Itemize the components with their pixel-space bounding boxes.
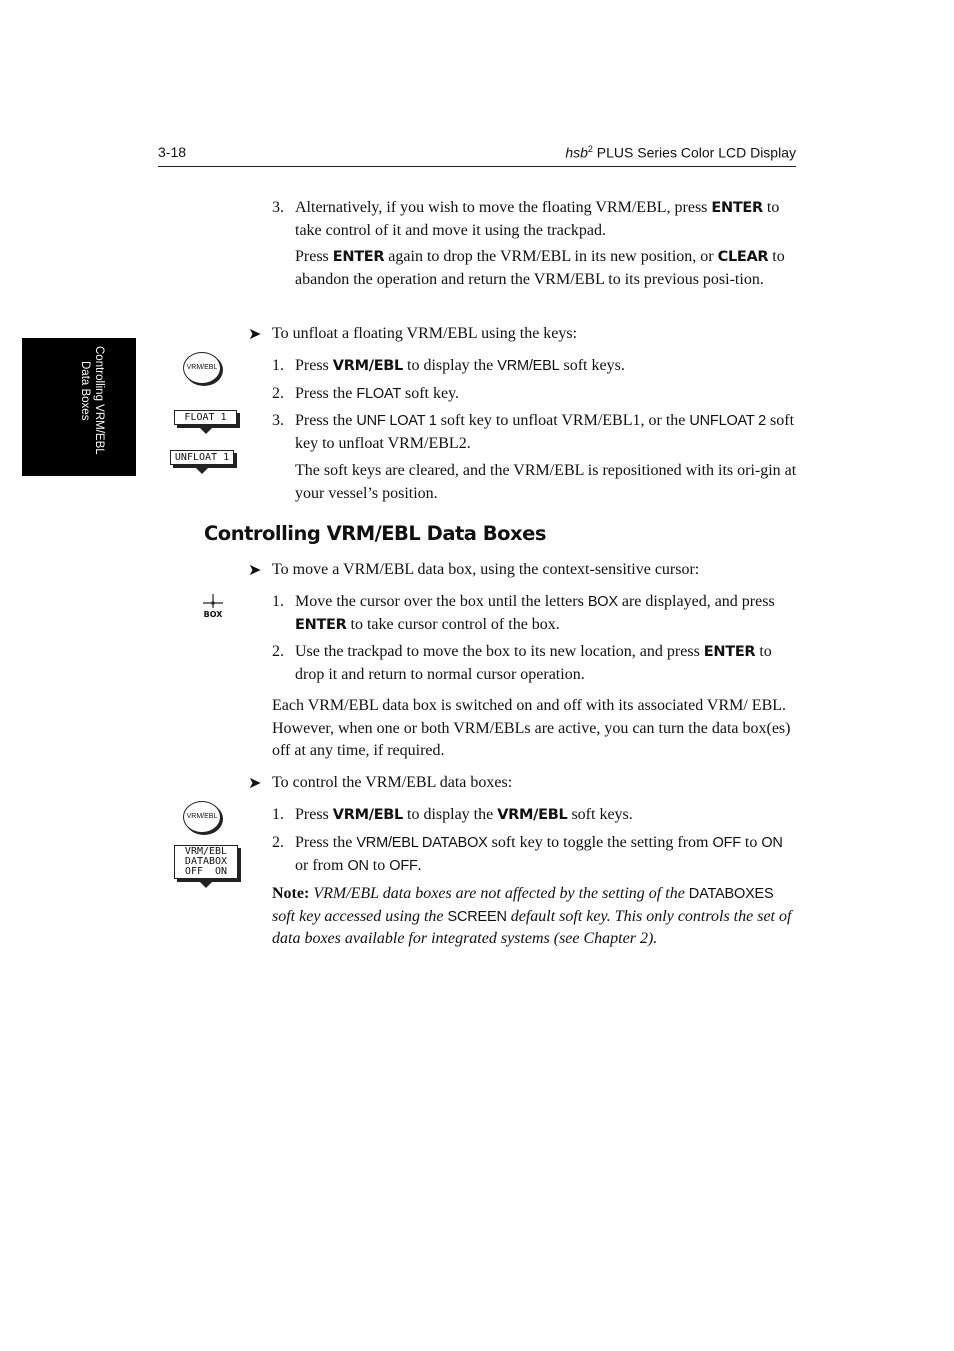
unfloat-step-1: Press VRM/EBL to display the VRM/EBL soft keys. — [295, 357, 625, 374]
running-header — [565, 144, 796, 161]
step3-paragraph: Press ENTER again to drop the VRM/EBL in its new position, or CLEAR to abandon the operation and return the VRM/EBL to its previous posi-tion. — [295, 248, 785, 288]
unfloat-softkey-icon: UNFLOAT 1 — [170, 450, 234, 474]
unfloat-result: The soft keys are cleared, and the VRM/EBL is repositioned with its ori-gin at your vessel’s position. — [295, 462, 797, 502]
databox-softkey-icon: VRM/EBL DATABOX OFF ON — [174, 845, 238, 888]
bullet-arrow-icon: ➤ — [248, 773, 262, 792]
step-number: 1. — [272, 593, 284, 610]
bullet-arrow-icon: ➤ — [248, 324, 262, 343]
unfloat-intro: To unfloat a floating VRM/EBL using the keys: — [272, 325, 578, 342]
vrm-ebl-key: VRM/EBL — [332, 358, 403, 374]
step-number: 2. — [272, 643, 284, 660]
section-heading: Controlling VRM/EBL Data Boxes — [204, 522, 546, 545]
bullet-arrow-icon: ➤ — [248, 560, 262, 579]
move-intro: To move a VRM/EBL data box, using the context-sensitive cursor: — [272, 561, 700, 578]
enter-key: ENTER — [711, 200, 763, 216]
move-step-1: Move the cursor over the box until the letters BOX are displayed, and press ENTER to take cursor control of the box. — [295, 593, 775, 633]
box-cursor-icon — [198, 592, 228, 622]
move-step-2: Use the trackpad to move the box to its new location, and press ENTER to drop it and return to normal cursor operation. — [295, 643, 772, 683]
brand-name: hsb — [565, 144, 588, 161]
step-number: 3. — [272, 412, 284, 429]
step-number: 2. — [272, 385, 284, 402]
note: Note: VRM/EBL data boxes are not affected by the setting of the DATABOXES soft key accessed using the SCREEN default soft key. This only controls the set of data boxes available for integrated systems (see Chapter 2). — [272, 885, 792, 947]
box-cursor-label: BOX — [203, 610, 223, 619]
header-title: PLUS Series Color LCD Display — [592, 144, 796, 161]
enter-key: ENTER — [295, 616, 347, 633]
brand-superscript: 2 — [587, 144, 593, 154]
unfloat-step-2: Press the FLOAT soft key. — [295, 385, 460, 402]
clear-key: CLEAR — [717, 249, 769, 265]
control-intro: To control the VRM/EBL data boxes: — [272, 774, 513, 791]
control-step-1: Press VRM/EBL to display the VRM/EBL soft keys. — [295, 806, 633, 823]
unfloat-step-3: Press the UNF LOAT 1 soft key to unfloat VRM/EBL1, or the UNFLOAT 2 soft key to unfloat VRM/EBL2. — [295, 412, 795, 452]
step3-text: Alternatively, if you wish to move the floating VRM/EBL, press ENTER to take control of it and move it using the trackpad. — [295, 199, 780, 239]
vrm-ebl-key-icon: VRM/EBL — [183, 801, 221, 833]
step-number: 2. — [272, 834, 284, 851]
vrm-ebl-key-icon: VRM/EBL — [183, 352, 221, 384]
float-softkey-icon: FLOAT 1 — [174, 410, 237, 434]
enter-key: ENTER — [703, 644, 756, 660]
databox-paragraph: Each VRM/EBL data box is switched on and off with its associated VRM/ EBL. However, when one or both VRM/EBLs are active, you can turn the data box(es) off at any time, if required. — [272, 697, 791, 759]
step-number: 1. — [272, 806, 284, 823]
vrm-ebl-key: VRM/EBL — [332, 807, 403, 823]
step-number: 3. — [272, 199, 284, 216]
page-number: 3-18 — [158, 144, 187, 160]
vrm-ebl-key: VRM/EBL — [497, 807, 568, 823]
control-step-2: Press the VRM/EBL DATABOX soft key to toggle the setting from OFF to ON or from ON to OFF. — [295, 834, 783, 874]
note-label: Note: — [272, 885, 310, 902]
enter-key: ENTER — [332, 249, 385, 265]
step-number: 1. — [272, 357, 284, 374]
side-tab — [22, 338, 136, 476]
side-tab-label: Controlling VRM/EBL Data Boxes — [79, 346, 105, 455]
header-rule — [158, 166, 796, 167]
